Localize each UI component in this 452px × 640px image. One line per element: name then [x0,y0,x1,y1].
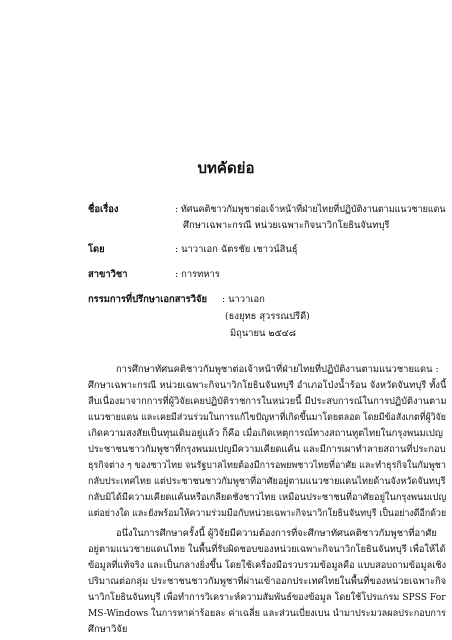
paragraph-line: สืบเนื่องมาจากการที่ผู้วิจัยเคยปฏิบัติราชการในหน่วยนี้ มีประสบการณ์ในการปฏิบัติงานตาม [88,396,447,407]
paragraph-line: กลับมิได้มีความเคียดแค้นหรือเกลียดชังชาวไทย เหมือนประชาชนที่อาศัยอยู่ในกรุงพนมเปญ [88,492,447,503]
subject-value-line-1: : ทัศนคติชาวกัมพูชาต่อเจ้าหน้าที่ฝ่ายไทยที่ปฏิบัติงานตามแนวชายแดน [175,204,446,215]
paragraph-line: อยู่ตามแนวชายแดนไทย ในพื้นที่รับผิดชอบของหน่วยเฉพาะกิจนาวิกโยธินจันทบุรี เพื่อให้ได้ [88,544,446,555]
paragraph-line: ปริมาณต่อกลุ่ม ประชาชนชาวกัมพูชาที่ผ่านเข้าออกประเทศไทยในพื้นที่ของหน่วยเฉพาะกิจ [88,576,447,587]
paragraph-line: ศึกษาวิจัย [88,624,128,635]
paragraph-line: นาวิกโยธินจันทบุรี เพื่อทำการวิเคราะห์ความสัมพันธ์ของข้อมูล โดยใช้โปรแกรม SPSS For [88,592,446,603]
paragraph-line: MS-Windows ในการหาค่าร้อยละ ค่าเฉลี่ย และส่วนเบี่ยงเบน นำมาประมวลผลประกอบการ [88,608,446,619]
paragraph-line: เกิดความสงสัยเป็นทุนเดิมอยู่แล้ว ก็คือ เมื่อเกิดเหตุการณ์ทางสถานทูตไทยในกรุงพนมเปญ [88,428,443,439]
paragraph-line: ข้อมูลที่แท้จริง และเป็นกลางยิ่งขึ้น โดยใช้เครื่องมือรวบรวมข้อมูลคือ แบบสอบถามข้อมูลเชิง [88,560,447,571]
paragraph-line: ธุรกิจต่าง ๆ ของชาวไทย จนรัฐบาลไทยต้องมีการอพยพชาวไทยที่อาศัย และทำธุรกิจในกัมพูชา [88,460,446,471]
paragraph-line: แนวชายแดน และเคยมีส่วนร่วมในการแก้ไขปัญหาที่เกิดขึ้นมาโดยตลอด โดยมีข้อสังเกตที่ผู้วิจัย [88,412,446,423]
paragraph-line: การศึกษาทัศนคติชาวกัมพูชาต่อเจ้าหน้าที่ฝ่ายไทยที่ปฏิบัติงานตามแนวชายแดน : [116,364,439,375]
paragraph-line: ศึกษาเฉพาะกรณี หน่วยเฉพาะกิจนาวิกโยธินจันทบุรี อำเภอโป่งน้ำร้อน จังหวัดจันทบุรี ทั้งนี้ [88,380,447,391]
page-title: บทคัดย่อ [197,159,255,177]
author-label: โดย [88,244,105,255]
advisor-name: (ธงยุทธ สุวรรณปรีดี) [225,311,310,322]
advisor-label: กรรมการที่ปรึกษาเอกสารวิจัย [88,294,207,305]
advisor-value: : นาวาเอก [222,294,265,305]
paragraph-line: ประชาชนชาวกัมพูชาที่กรุงพนมเปญมีความเคียดแค้น และมีการเผาทำลายสถานที่ประกอบ [88,444,446,455]
subject-label: ชื่อเรื่อง [88,204,119,215]
field-label: สาขาวิชา [88,269,128,280]
subject-value-line-2: ศึกษาเฉพาะกรณี หน่วยเฉพาะกิจนาวิกโยธินจันทบุรี [183,220,390,231]
paragraph-line: อนึ่งในการศึกษาครั้งนี้ ผู้วิจัยมีความต้องการที่จะศึกษาทัศนคติชาวกัมพูชาที่อาศัย [116,528,437,539]
field-value: : การทหาร [175,269,220,280]
abstract-date: มิถุนายน ๒๕๔๘ [230,328,297,339]
paragraph-line: กลับประเทศไทย แต่ประชาชนชาวกัมพูชาที่อาศัยอยู่ตามแนวชายแดนไทยด้านจังหวัดจันทบุรี [88,476,446,487]
paragraph-line: แต่อย่างใด และยังพร้อมให้ความร่วมมือกับหน่วยเฉพาะกิจนาวิกโยธินจันทบุรี เป็นอย่างดีอีกด้วย [88,508,447,519]
author-value: : นาวาเอก ฉัตรชัย เชาวน์สินธุ์ [175,244,298,255]
